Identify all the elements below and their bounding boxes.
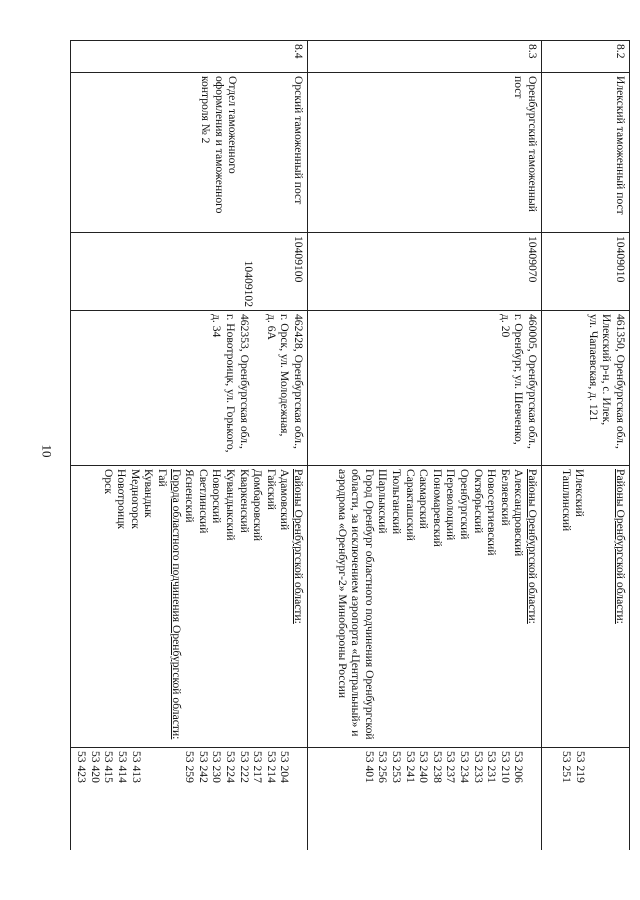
cell-areas: Районы Оренбургской области: Илекский Ташлинский <box>542 466 630 748</box>
table-row-8-2 <box>542 41 630 851</box>
areas-heading: Районы Оренбургской области: <box>292 469 305 624</box>
cell-address: 462428, Оренбургская обл., г. Орск, ул. Молодежная, д. 6А 462353, Оренбургская обл., г. Новотроицк, ул. Горького, д. 34 <box>71 311 308 466</box>
areas-heading: Районы Оренбургской области: <box>526 469 539 624</box>
cell-okato: 53 204 53 214 53 217 53 222 53 224 53 230 53 242 53 259 53 413 53 414 53 415 53 420 53 423 <box>71 748 308 851</box>
areas-heading: Районы Оренбургской области: <box>614 469 627 624</box>
customs-posts-table <box>70 40 630 850</box>
cell-areas: Районы Оренбургской области: Александровский Беляевский Новосергиевский Октябрьский Оренбургский Переволоцкий Пономаревский Сакмарский Саракташский Тюльганский Шарлыкский Город Оренбург областного подчинения Оренбургской области, за исключением аэропорта «Центральный» и аэродрома «Оренбург-2» Минобороны России <box>308 466 542 748</box>
document-sheet <box>70 40 630 850</box>
cell-areas: Районы Оренбургской области: Адамовский Гайский Домбаровский Кваркенский Кувандыкский Новорский Светлинский Ясненский Города областного подчинения Оренбургской области: Гай Кувандык Медногорск Новотроицк Орск <box>71 466 308 748</box>
table-row-8-4 <box>71 41 308 851</box>
table-row-8-3 <box>308 41 542 851</box>
cell-post-code: 10409010 <box>542 233 630 311</box>
cell-okato: 53 206 53 210 53 231 53 233 53 234 53 237 53 238 53 240 53 241 53 253 53 256 53 401 <box>308 748 542 851</box>
cell-post-code: 10409070 <box>308 233 542 311</box>
cell-post-code: 10409100 10409102 <box>71 233 308 311</box>
cell-number: 8.3 <box>308 41 542 73</box>
cell-number: 8.2 <box>542 41 630 73</box>
cell-post-name: Орский таможенный пост Отдел таможенного оформления и таможенного контроля № 2 <box>71 73 308 233</box>
rotated-table-container <box>70 40 630 850</box>
cell-okato: 53 219 53 251 <box>542 748 630 851</box>
cell-number: 8.4 <box>71 41 308 73</box>
areas-heading-cities: Города областного подчинения Оренбургской области: <box>169 469 183 740</box>
cell-address: 461350, Оренбургская обл., Илекский р-н, с. Илек, ул. Чапаевская, д. 121 <box>542 311 630 466</box>
cell-address: 460005, Оренбургская обл., г. Оренбург, ул. Шевченко, д. 20 <box>308 311 542 466</box>
cell-post-name: Оренбургский таможенный пост <box>308 73 542 233</box>
page-number: 10 <box>39 444 55 458</box>
cell-post-name: Илекский таможенный пост <box>542 73 630 233</box>
